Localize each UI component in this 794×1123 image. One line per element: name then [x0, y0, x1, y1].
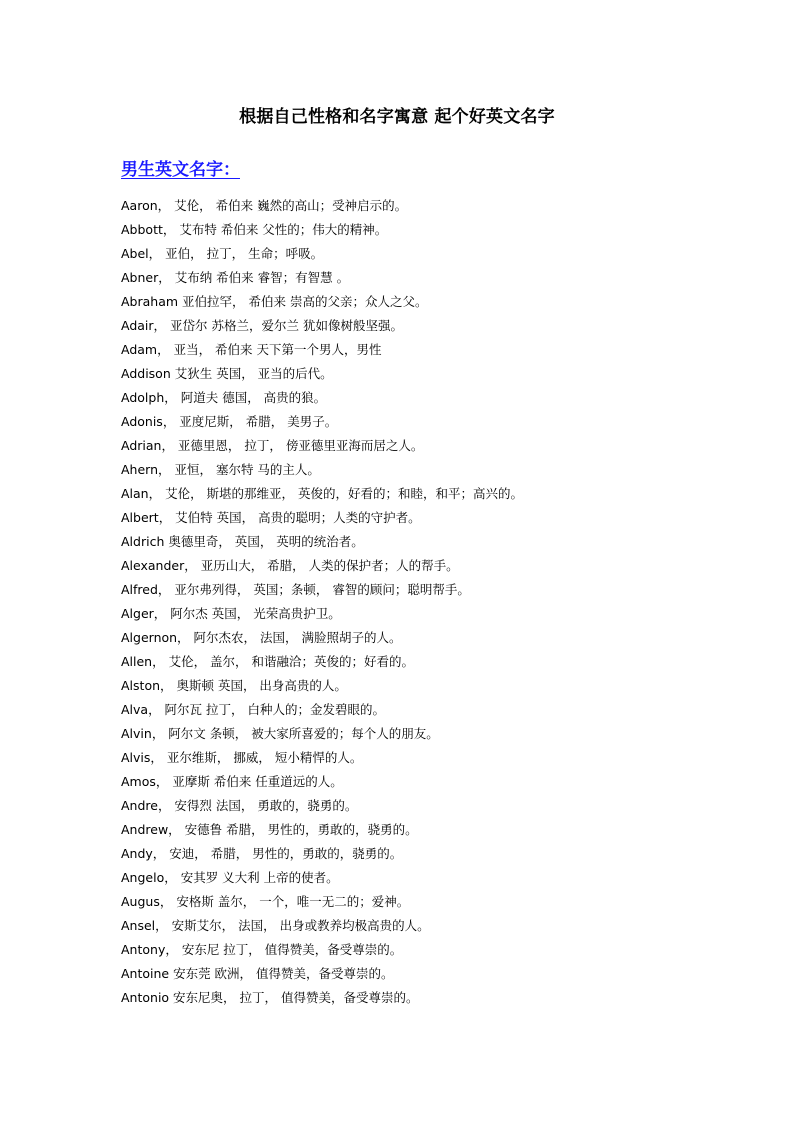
name-entry: Allen， 艾伦， 盖尔， 和谐融洽；英俊的；好看的。 — [121, 654, 415, 669]
name-entry: Andrew， 安德鲁 希腊， 男性的，勇敢的，骁勇的。 — [121, 822, 418, 837]
name-entry: Abbott， 艾布特 希伯来 父性的；伟大的精神。 — [121, 222, 388, 237]
name-entry: Alvis， 亚尔维斯， 挪威， 短小精悍的人。 — [121, 750, 363, 765]
name-entry: Alston， 奥斯顿 英国， 出身高贵的人。 — [121, 678, 347, 693]
name-entry: Angelo， 安其罗 义大利 上帝的使者。 — [121, 870, 339, 885]
name-entry: Alva， 阿尔瓦 拉丁， 白种人的；金发碧眼的。 — [121, 702, 386, 717]
name-entry: Adair， 亚岱尔 苏格兰，爱尔兰 犹如像树般坚强。 — [121, 318, 403, 333]
name-entry: Augus， 安格斯 盖尔， 一个，唯一无二的；爱神。 — [121, 894, 410, 909]
name-entry: Amos， 亚摩斯 希伯来 任重道远的人。 — [121, 774, 343, 789]
name-entry: Adonis， 亚度尼斯， 希腊， 美男子。 — [121, 414, 338, 429]
name-entry: Antony， 安东尼 拉丁， 值得赞美，备受尊崇的。 — [121, 942, 403, 957]
name-entry: Andre， 安得烈 法国， 勇敢的，骁勇的。 — [121, 798, 358, 813]
name-entry: Alvin， 阿尔文 条顿， 被大家所喜爱的；每个人的朋友。 — [121, 726, 439, 741]
name-entry: Adam， 亚当， 希伯来 天下第一个男人，男性 — [121, 342, 382, 357]
name-entry: Ansel， 安斯艾尔， 法国， 出身或教养均极高贵的人。 — [121, 918, 430, 933]
name-entry: Ahern， 亚恒， 塞尔特 马的主人。 — [121, 462, 320, 477]
name-entry: Aldrich 奥德里奇， 英国， 英明的统治者。 — [121, 534, 364, 549]
name-entry: Alger， 阿尔杰 英国， 光荣高贵护卫。 — [121, 606, 341, 621]
name-list — [121, 194, 761, 1010]
name-entry: Andy， 安迪， 希腊， 男性的，勇敢的，骁勇的。 — [121, 846, 403, 861]
name-entry: Alexander， 亚历山大， 希腊， 人类的保护者；人的帮手。 — [121, 558, 459, 573]
name-entry: Antonio 安东尼奥， 拉丁， 值得赞美，备受尊崇的。 — [121, 990, 419, 1005]
name-entry: Adolph， 阿道夫 德国， 高贵的狼。 — [121, 390, 327, 405]
name-entry: Abel， 亚伯， 拉丁， 生命；呼吸。 — [121, 246, 324, 261]
document-title: 根据自己性格和名字寓意 起个好英文名字 — [239, 107, 555, 127]
name-entry: Aaron， 艾伦， 希伯来 巍然的高山；受神启示的。 — [121, 198, 408, 213]
name-entry: Alfred， 亚尔弗列得， 英国；条顿， 睿智的顾问；聪明帮手。 — [121, 582, 470, 597]
name-entry: Antoine 安东莞 欧洲， 值得赞美，备受尊崇的。 — [121, 966, 394, 981]
name-entry: Algernon， 阿尔杰农， 法国， 满脸照胡子的人。 — [121, 630, 402, 645]
name-entry: Abraham 亚伯拉罕， 希伯来 崇高的父亲；众人之父。 — [121, 294, 428, 309]
section-heading-male-names: 男生英文名字： — [121, 160, 240, 180]
name-entry: Alan， 艾伦， 斯堪的那维亚， 英俊的，好看的；和睦，和平；高兴的。 — [121, 486, 524, 501]
name-entry: Adrian， 亚德里恩， 拉丁， 傍亚德里亚海而居之人。 — [121, 438, 424, 453]
name-entry: Addison 艾狄生 英国， 亚当的后代。 — [121, 366, 333, 381]
name-entry: Albert， 艾伯特 英国， 高贵的聪明；人类的守护者。 — [121, 510, 421, 525]
name-entry: Abner， 艾布纳 希伯来 睿智；有智慧 。 — [121, 270, 350, 285]
